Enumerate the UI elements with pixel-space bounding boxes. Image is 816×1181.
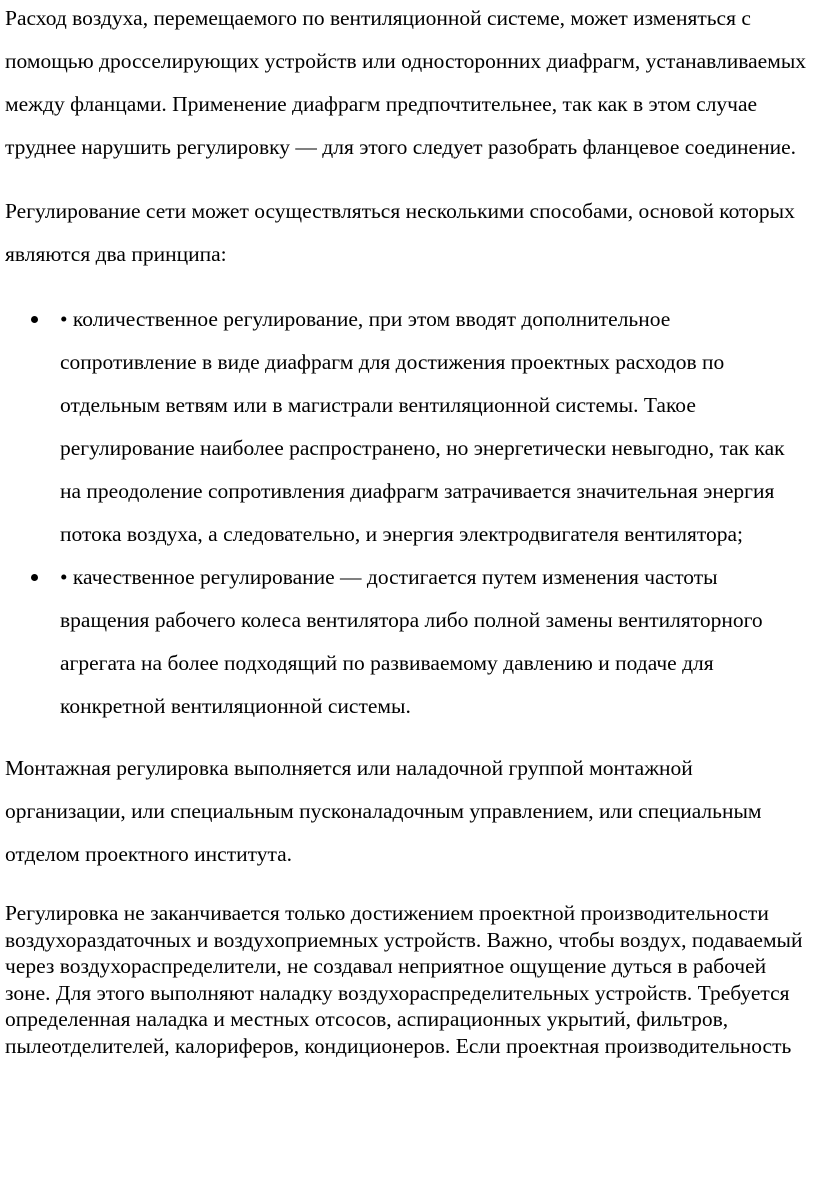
paragraph-adjustment-details: Регулировка не заканчивается только достижением проектной производительности воздухораздаточных и воздухоприемных устройств. Важно, чтобы воздух, подаваемый через воздухораспределители, не создавал неприятное ощущение дуться в рабочей зоне. Для этого выполняют наладку воздухораспределительных устройств. Требуется определенная наладка и местных отсосов, аспирационных укрытий, фильтров, пылеотделителей, калориферов, кондиционеров. Если проектная производительность	[5, 901, 803, 1058]
paragraph-regulation-principles: Регулирование сети может осуществляться несколькими способами, основой которых являются два принципа:	[5, 199, 795, 266]
list-item-text: • количественное регулирование, при этом вводят дополнительное сопротивление в виде диафрагм для достижения проектных расходов по отдельным ветвям или в магистрали вентиляционной системы. Такое регулирование наиболее распространено, но энергетически невыгодно, так как на преодоление сопротивления диафрагм затрачивается значительная энергия потока воздуха, а следовательно, и энергия электродвигателя вентилятора;	[60, 307, 785, 546]
principles-list	[5, 298, 811, 728]
paragraph-installation-adjustment: Монтажная регулировка выполняется или наладочной группой монтажной организации, или специальным пусконаладочным управлением, или специальным отделом проектного института.	[5, 756, 762, 866]
list-item	[5, 556, 811, 728]
bullet-icon	[31, 316, 38, 323]
bullet-icon	[31, 574, 38, 581]
list-item	[5, 298, 811, 556]
paragraph-airflow-regulation: Расход воздуха, перемещаемого по вентиляционной системе, может изменяться с помощью дросселирующих устройств или односторонних диафрагм, устанавливаемых между фланцами. Применение диафрагм предпочтительнее, так как в этом случае труднее нарушить регулировку — для этого следует разобрать фланцевое соединение.	[5, 6, 807, 159]
list-item-text: • качественное регулирование — достигается путем изменения частоты вращения рабочего колеса вентилятора либо полной замены вентиляторного агрегата на более подходящий по развиваемому давлению и подаче для конкретной вентиляционной системы.	[60, 565, 763, 718]
document-page	[5, 0, 811, 1059]
